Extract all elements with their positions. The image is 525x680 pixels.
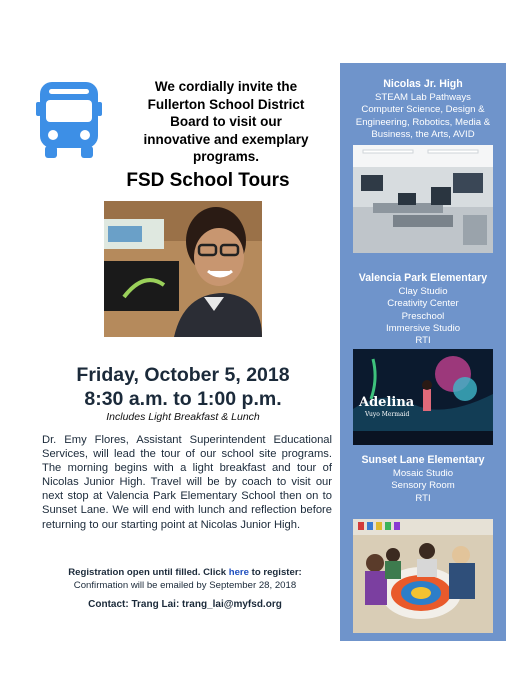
registration-text: Registration open until filled. Click — [68, 567, 229, 578]
school-name: Nicolas Jr. High — [383, 78, 463, 90]
registration-line — [40, 567, 330, 578]
student-photo — [104, 201, 262, 337]
program-item: Sensory Room — [391, 480, 455, 492]
meal-note: Includes Light Breakfast & Lunch — [106, 411, 260, 423]
immersive-studio-photo — [353, 349, 493, 445]
school-programs — [340, 468, 506, 505]
mosaic-studio-photo — [353, 519, 493, 633]
invite-line: programs. — [192, 149, 260, 164]
page-title: FSD School Tours — [126, 170, 290, 191]
program-item: RTI — [415, 335, 431, 347]
program-item: RTI — [415, 492, 431, 504]
event-time: 8:30 a.m. to 1:00 p.m. — [84, 388, 282, 410]
invite-line: innovative and exemplary — [143, 131, 309, 147]
school-name: Sunset Lane Elementary — [361, 454, 485, 466]
confirmation-note: Confirmation will be emailed by September 28, 2018 — [73, 580, 297, 591]
steam-lab-photo — [353, 145, 493, 253]
program-item: STEAM Lab Pathways — [375, 92, 471, 103]
program-item: Clay Studio — [398, 286, 448, 297]
program-item: Creativity Center — [387, 298, 459, 310]
tour-description: Dr. Emy Flores, Assistant Superintendent Educational Services, will lead the tour of our school site programs. The morning begins with a light breakfast and tour of Nicolas Junior High. Travel will be by coach to visit our next stop at Valencia Park Elementary School then on to Sunset Lane. We will end with lunch and reflection before returning to our starting point at Nicolas Junior High. — [42, 434, 332, 531]
contact-info: Contact: Trang Lai: trang_lai@myfsd.org — [88, 599, 282, 610]
school-programs — [340, 286, 506, 347]
invite-line: Fullerton School District — [147, 96, 305, 112]
bus-icon — [36, 80, 102, 160]
program-item: Immersive Studio — [385, 322, 461, 334]
program-item: Computer Science, Design & — [361, 104, 485, 116]
event-date: Friday, October 5, 2018 — [76, 364, 290, 386]
registration-text-end: to register: — [248, 567, 302, 578]
school-name: Valencia Park Elementary — [358, 272, 488, 284]
immersive-caption-title: Adelina — [359, 395, 415, 410]
invitation-text — [118, 78, 334, 166]
program-item: Preschool — [401, 310, 445, 322]
program-item: Mosaic Studio — [392, 468, 454, 479]
program-item: Engineering, Robotics, Media & — [355, 116, 491, 128]
immersive-caption-subtitle: Vuyo Mermaid — [365, 411, 410, 418]
program-item: Business, the Arts, AVID — [371, 128, 475, 140]
invite-line: Board to visit our — [170, 114, 282, 129]
schools-sidebar — [340, 63, 506, 641]
register-link[interactable]: here — [228, 567, 249, 578]
invite-line: We cordially invite the — [154, 79, 298, 94]
school-programs — [340, 92, 506, 141]
